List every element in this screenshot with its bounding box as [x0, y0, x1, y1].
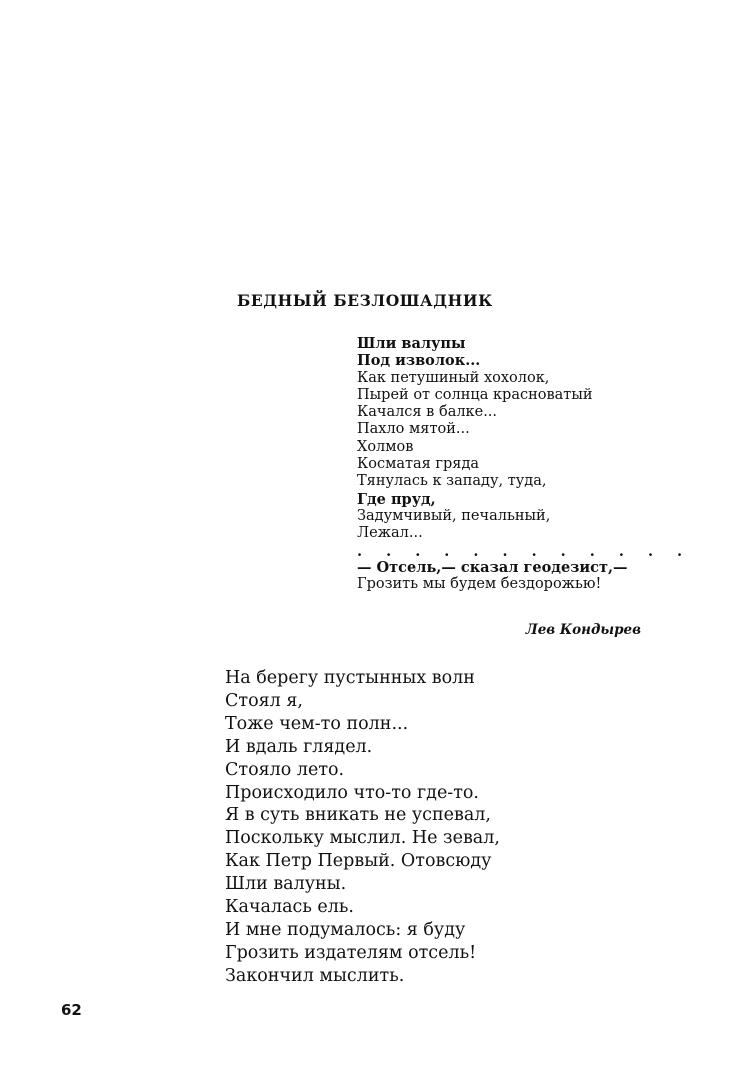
epigraph-line: Как петушиный хохолок, [357, 369, 550, 386]
epigraph-line: Пырей от солнца красноватый [357, 386, 593, 403]
poem-line: И мне подумалось: я буду [225, 919, 466, 940]
epigraph-line: Под изволок... [357, 352, 481, 370]
epigraph-line: Задумчивый, печальный, [357, 507, 551, 524]
poem-line: Закончил мыслить. [225, 965, 405, 986]
poem-line: Тоже чем-то полн... [225, 713, 409, 734]
epigraph-line: Холмов [357, 438, 414, 455]
epigraph-line: Качался в балке... [357, 404, 498, 421]
poem-line: Как Петр Первый. Отовсюду [225, 851, 492, 872]
poem-title: БЕДНЫЙ БЕЗЛОШАДНИК [237, 291, 493, 310]
epigraph-line: Грозить мы будем бездорожью! [357, 575, 602, 592]
epigraph-ellipsis-line: . . . . . . . . . . . . [357, 542, 692, 560]
poem-line: На берегу пустынных волн [225, 668, 475, 688]
poem-body [225, 667, 645, 988]
epigraph-line: Тянулась к западу, туда, [357, 473, 547, 490]
epigraph-line: Где пруд, [357, 490, 436, 508]
epigraph-line: Пахло мятой... [357, 421, 470, 438]
poem-line: Я в суть вникать не успевал, [225, 805, 491, 826]
poem-line: Происходило что-то где-то. [225, 782, 479, 803]
epigraph [357, 335, 692, 593]
poem-line: Качалась ель. [225, 897, 354, 918]
epigraph-line: Шли валупы [357, 335, 466, 352]
poem-line: Шли валуны. [225, 874, 347, 895]
poem-line: Грозить издателям отсель! [225, 942, 477, 963]
epigraph-line: Лежал... [357, 525, 423, 542]
epigraph-line: — Отсель,— сказал геодезист,— [357, 558, 628, 576]
poem-line: И вдаль глядел. [225, 736, 373, 757]
page-number: 62 [61, 1001, 82, 1019]
epigraph-line: Косматая гряда [357, 456, 480, 473]
poem-line: Поскольку мыслил. Не зевал, [225, 828, 500, 849]
poem-line: Стояло лето. [225, 759, 345, 780]
epigraph-author: Лев Кондырев [525, 622, 641, 638]
poem-line: Стоял я, [225, 690, 303, 711]
